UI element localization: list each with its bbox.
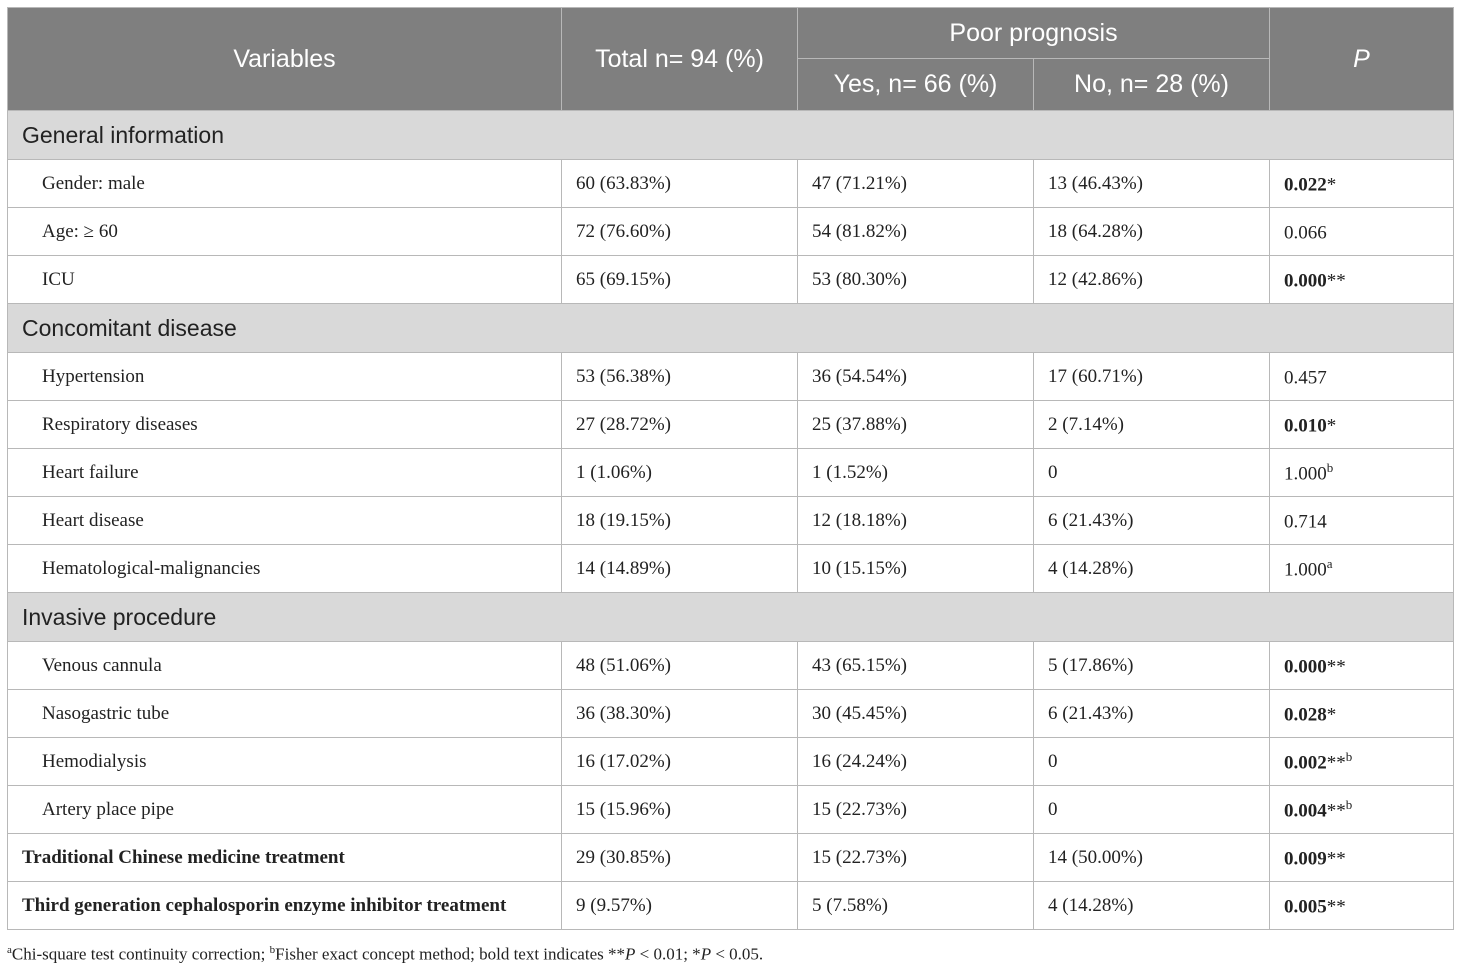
table-row: [8, 738, 1454, 786]
footnote-threshold-2: < 0.05.: [711, 944, 764, 964]
variable-cell: Gender: male: [8, 160, 562, 208]
section-row: [8, 593, 1454, 642]
variable-cell: Traditional Chinese medicine treatment: [8, 834, 562, 882]
p-value: 0.000: [1284, 656, 1327, 678]
p-value-cell: [1270, 353, 1454, 401]
variable-cell: Venous cannula: [8, 642, 562, 690]
table-row: [8, 401, 1454, 449]
table-row: [8, 256, 1454, 304]
significance-stars: **: [1326, 656, 1346, 678]
section-title: Invasive procedure: [8, 593, 1454, 642]
significance-stars: **: [1326, 800, 1346, 822]
test-method-mark: b: [1326, 459, 1334, 475]
yes-cell: 15 (22.73%): [798, 786, 1034, 834]
table-row: [8, 882, 1454, 930]
variable-cell: Third generation cephalosporin enzyme inhibitor treatment: [8, 882, 562, 930]
total-cell: 65 (69.15%): [562, 256, 798, 304]
table-row: [8, 353, 1454, 401]
p-value: 0.002: [1284, 752, 1327, 774]
footnote-mark-b: b: [269, 944, 276, 956]
total-cell: 29 (30.85%): [562, 834, 798, 882]
total-cell: 36 (38.30%): [562, 690, 798, 738]
variable-cell: Heart disease: [8, 497, 562, 545]
variable-cell: Respiratory diseases: [8, 401, 562, 449]
p-value-cell: [1270, 690, 1454, 738]
variable-cell: Hematological-malignancies: [8, 545, 562, 593]
yes-cell: 16 (24.24%): [798, 738, 1034, 786]
footnote-p-symbol: P: [624, 944, 636, 964]
significance-stars: **: [1326, 270, 1346, 292]
p-value-cell: [1270, 786, 1454, 834]
table-header: [8, 8, 1454, 111]
variable-cell: Artery place pipe: [8, 786, 562, 834]
p-value: 1.000: [1284, 463, 1327, 485]
table-footnote: [7, 944, 763, 965]
p-value-cell: [1270, 882, 1454, 930]
header-variables: Variables: [8, 8, 562, 111]
p-value: 0.004: [1284, 800, 1327, 822]
no-cell: 4 (14.28%): [1034, 545, 1270, 593]
section-row: [8, 304, 1454, 353]
header-total: Total n= 94 (%): [562, 8, 798, 111]
variable-cell: Heart failure: [8, 449, 562, 497]
yes-cell: 54 (81.82%): [798, 208, 1034, 256]
p-value: 0.010: [1284, 415, 1327, 437]
yes-cell: 30 (45.45%): [798, 690, 1034, 738]
footnote-p-symbol: P: [700, 944, 712, 964]
no-cell: 6 (21.43%): [1034, 690, 1270, 738]
test-method-mark: b: [1345, 796, 1353, 812]
test-method-mark: a: [1326, 555, 1333, 571]
no-cell: 0: [1034, 449, 1270, 497]
total-cell: 72 (76.60%): [562, 208, 798, 256]
total-cell: 60 (63.83%): [562, 160, 798, 208]
footnote-threshold-1: < 0.01; *: [635, 944, 701, 964]
variable-cell: Age: ≥ 60: [8, 208, 562, 256]
footnote-mark-a: a: [7, 944, 12, 956]
header-no: No, n= 28 (%): [1034, 59, 1270, 111]
no-cell: 5 (17.86%): [1034, 642, 1270, 690]
p-value-cell: [1270, 497, 1454, 545]
p-value-cell: [1270, 449, 1454, 497]
total-cell: 15 (15.96%): [562, 786, 798, 834]
p-value-cell: [1270, 208, 1454, 256]
table-row: [8, 449, 1454, 497]
yes-cell: 15 (22.73%): [798, 834, 1034, 882]
total-cell: 27 (28.72%): [562, 401, 798, 449]
test-method-mark: b: [1345, 748, 1353, 764]
yes-cell: 43 (65.15%): [798, 642, 1034, 690]
significance-stars: **: [1326, 752, 1346, 774]
no-cell: 2 (7.14%): [1034, 401, 1270, 449]
p-value: 0.005: [1284, 896, 1327, 918]
header-yes: Yes, n= 66 (%): [798, 59, 1034, 111]
p-value-cell: [1270, 160, 1454, 208]
p-value: 0.028: [1284, 704, 1327, 726]
no-cell: 18 (64.28%): [1034, 208, 1270, 256]
p-value: 0.009: [1284, 848, 1327, 870]
yes-cell: 1 (1.52%): [798, 449, 1034, 497]
footnote-a-text: Chi-square test continuity correction;: [11, 944, 270, 964]
table-row: [8, 208, 1454, 256]
yes-cell: 53 (80.30%): [798, 256, 1034, 304]
no-cell: 4 (14.28%): [1034, 882, 1270, 930]
total-cell: 9 (9.57%): [562, 882, 798, 930]
total-cell: 1 (1.06%): [562, 449, 798, 497]
yes-cell: 10 (15.15%): [798, 545, 1034, 593]
section-row: [8, 111, 1454, 160]
table-row: [8, 160, 1454, 208]
p-value-cell: [1270, 642, 1454, 690]
yes-cell: 12 (18.18%): [798, 497, 1034, 545]
table-row: [8, 690, 1454, 738]
p-value-cell: [1270, 256, 1454, 304]
p-value: 0.000: [1284, 270, 1327, 292]
p-value-cell: [1270, 401, 1454, 449]
total-cell: 14 (14.89%): [562, 545, 798, 593]
yes-cell: 25 (37.88%): [798, 401, 1034, 449]
yes-cell: 36 (54.54%): [798, 353, 1034, 401]
table-row: [8, 642, 1454, 690]
variable-cell: Hypertension: [8, 353, 562, 401]
section-title: Concomitant disease: [8, 304, 1454, 353]
no-cell: 0: [1034, 738, 1270, 786]
significance-stars: **: [1326, 896, 1346, 918]
section-title: General information: [8, 111, 1454, 160]
variable-cell: Nasogastric tube: [8, 690, 562, 738]
p-value: 1.000: [1284, 559, 1327, 581]
results-table: [7, 7, 1454, 930]
p-value: 0.066: [1284, 222, 1327, 244]
yes-cell: 5 (7.58%): [798, 882, 1034, 930]
total-cell: 18 (19.15%): [562, 497, 798, 545]
variable-cell: Hemodialysis: [8, 738, 562, 786]
significance-stars: *: [1326, 415, 1337, 437]
table-body: [8, 111, 1454, 930]
significance-stars: *: [1326, 704, 1337, 726]
no-cell: 14 (50.00%): [1034, 834, 1270, 882]
p-value-cell: [1270, 834, 1454, 882]
table-row: [8, 834, 1454, 882]
yes-cell: 47 (71.21%): [798, 160, 1034, 208]
p-value-cell: [1270, 738, 1454, 786]
no-cell: 12 (42.86%): [1034, 256, 1270, 304]
p-value: 0.022: [1284, 174, 1327, 196]
no-cell: 13 (46.43%): [1034, 160, 1270, 208]
footnote-b-text: Fisher exact concept method; bold text indicates **: [275, 944, 625, 964]
p-value: 0.457: [1284, 367, 1327, 389]
no-cell: 17 (60.71%): [1034, 353, 1270, 401]
table-row: [8, 497, 1454, 545]
p-value: 0.714: [1284, 511, 1327, 533]
table-row: [8, 545, 1454, 593]
header-poor-prognosis: Poor prognosis: [798, 8, 1270, 59]
significance-stars: **: [1326, 848, 1346, 870]
significance-stars: *: [1326, 174, 1337, 196]
total-cell: 53 (56.38%): [562, 353, 798, 401]
total-cell: 48 (51.06%): [562, 642, 798, 690]
header-p: P: [1270, 8, 1454, 111]
variable-cell: ICU: [8, 256, 562, 304]
no-cell: 6 (21.43%): [1034, 497, 1270, 545]
no-cell: 0: [1034, 786, 1270, 834]
table-row: [8, 786, 1454, 834]
p-value-cell: [1270, 545, 1454, 593]
total-cell: 16 (17.02%): [562, 738, 798, 786]
